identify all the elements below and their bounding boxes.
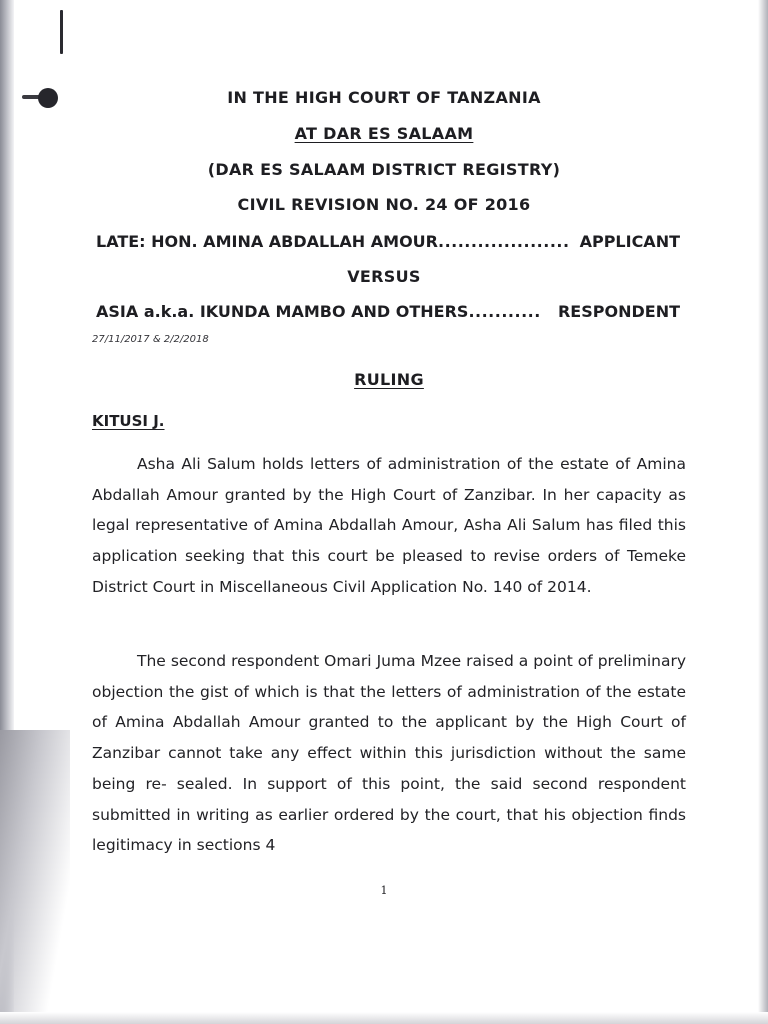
court-name: IN THE HIGH COURT OF TANZANIA [227,88,541,107]
ruling-title: RULING [354,370,424,389]
paragraph: The second respondent Omari Juma Mzee raised a point of preliminary objection the gist of which is that the letters of administration of the estate of Amina Abdallah Amour granted to the applicant by the High Court of Zanzibar cannot take any effect within this jurisdiction without the same being re- sealed. In support of this point, the said second respondent submitted in writing as earlier ordered by the court, that his objection finds legitimacy in sections 4 [92,652,686,855]
scan-edge-right [758,0,768,1024]
court-location-wrap [0,124,768,143]
hearing-dates: 27/11/2017 & 2/2/2018 [92,334,209,345]
applicant-name: LATE: HON. AMINA ABDALLAH AMOUR [96,232,438,251]
respondent-name: ASIA a.k.a. IKUNDA MAMBO AND OTHERS [96,302,469,321]
applicant-leader-dots: .................... [437,232,570,251]
court-registry: (DAR ES SALAAM DISTRICT REGISTRY) [207,160,561,179]
page-number: 1 [380,884,388,897]
court-location: AT DAR ES SALAAM [294,124,474,143]
respondent-leader-dots: ........... [468,302,541,321]
respondent-line [96,302,680,321]
versus-label: VERSUS [347,267,421,286]
scan-shadow [0,730,70,1024]
scan-edge-bottom [0,1012,768,1024]
applicant-line [96,232,680,251]
respondent-role: RESPONDENT [557,302,680,321]
judge-name: KITUSI J. [92,412,165,430]
case-number: CIVIL REVISION NO. 24 OF 2016 [237,195,531,214]
paragraph: Asha Ali Salum holds letters of administration of the estate of Amina Abdallah Amour granted by the High Court of Zanzibar. In her capacity as legal representative of Amina Abdallah Amour, Asha Ali Salum has filed this application seeking that this court be pleased to revise orders of Temeke District Court in Miscellaneous Civil Application No. 140 of 2014. [92,455,686,596]
staple-mark [60,10,63,54]
applicant-role: APPLICANT [579,232,680,251]
ruling-title-wrap [0,370,768,389]
